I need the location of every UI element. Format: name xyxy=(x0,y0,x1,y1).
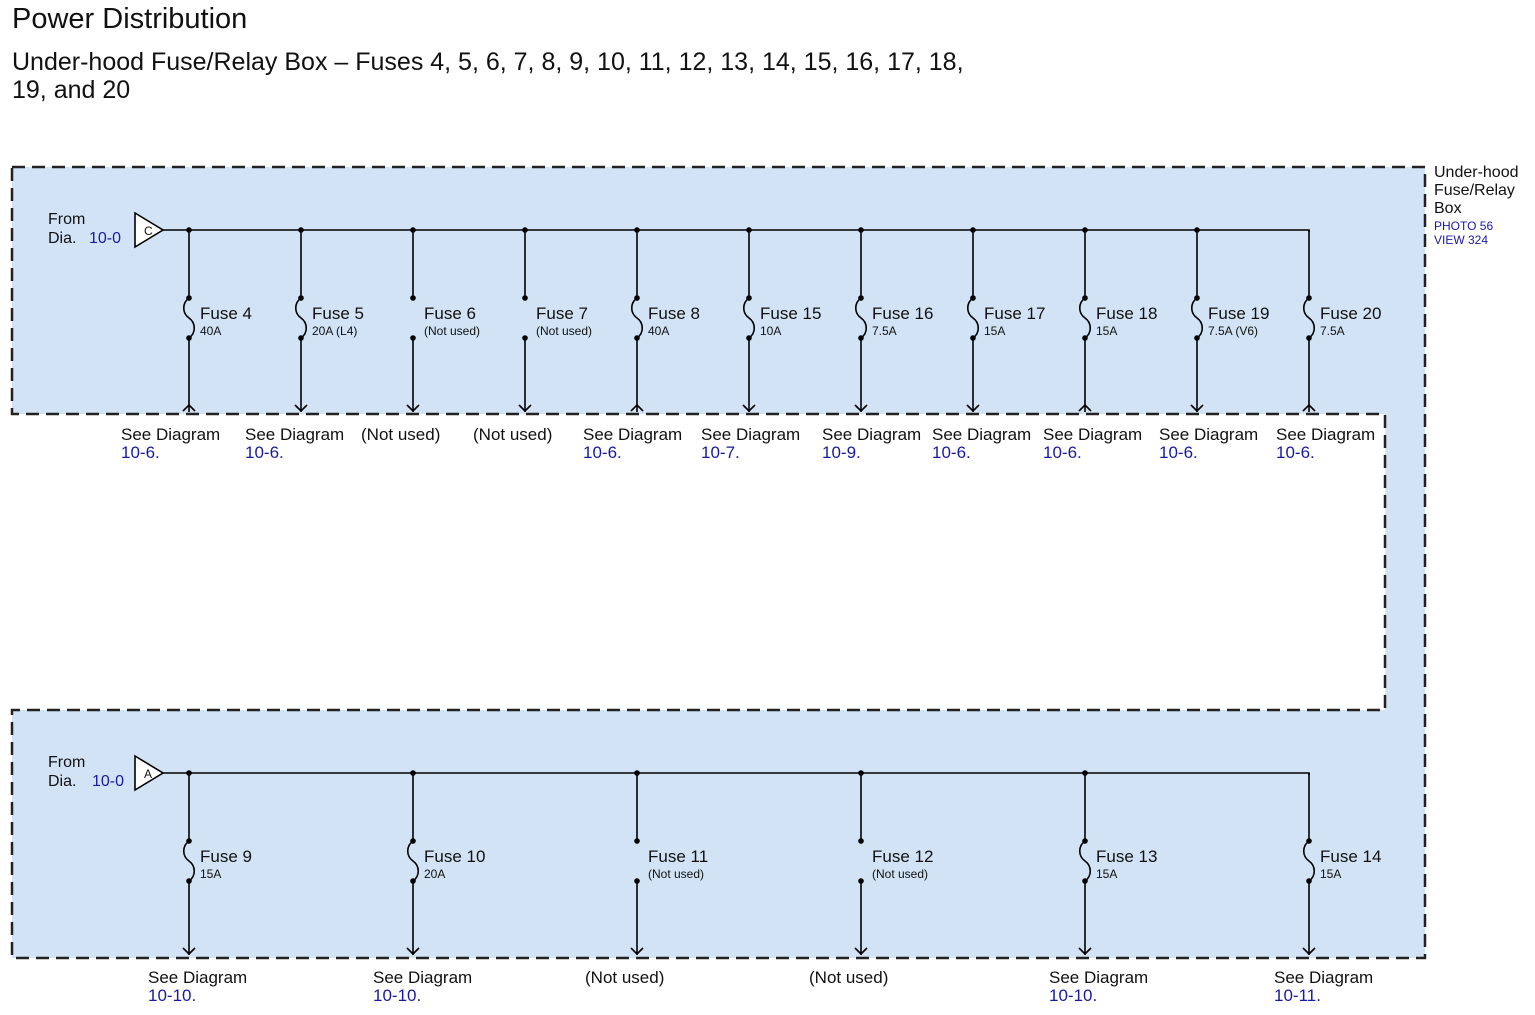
see-diagram-label: See Diagram xyxy=(1043,425,1143,444)
fuse-name: Fuse 16 xyxy=(872,304,934,323)
fuse-name: Fuse 10 xyxy=(424,847,486,866)
fuse-terminal xyxy=(410,295,416,301)
see-diagram-label: See Diagram xyxy=(1049,968,1149,987)
fuse-rating: (Not used) xyxy=(424,324,481,338)
fuse-rating: 10A xyxy=(760,324,782,338)
not-used-label: (Not used) xyxy=(809,968,889,987)
not-used-label: (Not used) xyxy=(473,425,553,444)
fuse-rating: 15A xyxy=(200,867,222,881)
diagram-link[interactable]: 10-6. xyxy=(932,443,971,462)
see-diagram-label: See Diagram xyxy=(1159,425,1259,444)
page-subtitle: Under-hood Fuse/Relay Box – Fuses 4, 5, 6, 7, 8, 9, 10, 11, 12, 13, 14, 15, 16, 17, 18, 19, and 20 xyxy=(12,48,964,104)
see-diagram-label: See Diagram xyxy=(1274,968,1374,987)
fuse-name: Fuse 15 xyxy=(760,304,822,323)
fuse-rating: 20A xyxy=(424,867,446,881)
fuse-rating: 7.5A xyxy=(1320,324,1345,338)
see-diagram-label: See Diagram xyxy=(148,968,248,987)
box-reference[interactable] xyxy=(1434,219,1493,247)
fuse-rating: (Not used) xyxy=(536,324,593,338)
fuse-rating: 20A (L4) xyxy=(312,324,358,338)
dia-label: Dia. xyxy=(48,773,77,790)
diagram-link[interactable]: 10-6. xyxy=(121,443,160,462)
see-diagram-label: See Diagram xyxy=(822,425,922,444)
fuse-name: Fuse 4 xyxy=(200,304,252,323)
photo-reference[interactable]: PHOTO 56 xyxy=(1434,219,1494,233)
fuse-relay-box-outline xyxy=(12,167,1425,958)
diagram-link[interactable]: 10-9. xyxy=(822,443,861,462)
diagram-link[interactable]: 10-6. xyxy=(1276,443,1315,462)
fuse-rating: 40A xyxy=(648,324,670,338)
fuse-relay-box-name: Under-hood Fuse/Relay Box xyxy=(1434,164,1519,217)
see-diagram-label: See Diagram xyxy=(373,968,473,987)
diagram-link[interactable]: 10-6. xyxy=(245,443,284,462)
diagram-link[interactable]: 10-10. xyxy=(1049,986,1098,1005)
fuse-rating: 15A xyxy=(1096,867,1118,881)
fuse-name: Fuse 6 xyxy=(424,304,476,323)
fuse-rating: 15A xyxy=(1096,324,1118,338)
fuse-name: Fuse 12 xyxy=(872,847,934,866)
see-diagram-label: See Diagram xyxy=(1276,425,1376,444)
see-diagram-label: See Diagram xyxy=(701,425,801,444)
diagram-link[interactable]: 10-7. xyxy=(701,443,740,462)
fuse-relay-box-label xyxy=(1434,164,1530,218)
fuse-rating: 7.5A (V6) xyxy=(1208,324,1259,338)
fuse-rating: (Not used) xyxy=(648,867,705,881)
fuse-terminal xyxy=(858,838,864,844)
dia-label: Dia. xyxy=(48,230,77,247)
view-reference[interactable]: VIEW 324 xyxy=(1434,233,1489,247)
diagram-link[interactable]: 10-6. xyxy=(583,443,622,462)
diagram-link[interactable]: 10-0 xyxy=(92,773,125,790)
diagram-link[interactable]: 10-6. xyxy=(1043,443,1082,462)
fuse-rating: 15A xyxy=(1320,867,1342,881)
fuse-name: Fuse 19 xyxy=(1208,304,1270,323)
see-diagram-label: See Diagram xyxy=(121,425,221,444)
diagram-link[interactable]: 10-10. xyxy=(373,986,422,1005)
fuse-rating: 7.5A xyxy=(872,324,897,338)
fuse-name: Fuse 13 xyxy=(1096,847,1158,866)
not-used-label: (Not used) xyxy=(361,425,441,444)
fuse-rating: 40A xyxy=(200,324,222,338)
fuse-name: Fuse 17 xyxy=(984,304,1046,323)
see-diagram-label: See Diagram xyxy=(583,425,683,444)
see-diagram-label: See Diagram xyxy=(245,425,345,444)
fuse-name: Fuse 11 xyxy=(648,847,709,866)
fuse-name: Fuse 8 xyxy=(648,304,700,323)
fuse-name: Fuse 9 xyxy=(200,847,252,866)
diagram-link[interactable]: 10-6. xyxy=(1159,443,1198,462)
page-title: Power Distribution xyxy=(12,3,248,35)
fuse-terminal xyxy=(634,838,640,844)
see-diagram-label: See Diagram xyxy=(932,425,1032,444)
fuse-rating: 15A xyxy=(984,324,1006,338)
fuse-name: Fuse 5 xyxy=(312,304,364,323)
not-used-label: (Not used) xyxy=(585,968,665,987)
fuse-terminal xyxy=(522,295,528,301)
fuse-name: Fuse 18 xyxy=(1096,304,1158,323)
fuse-name: Fuse 20 xyxy=(1320,304,1382,323)
from-label: From xyxy=(48,754,86,771)
connector-letter: C xyxy=(144,224,153,238)
fuse-rating: (Not used) xyxy=(872,867,929,881)
fuse-name: Fuse 14 xyxy=(1320,847,1382,866)
diagram-link[interactable]: 10-0 xyxy=(89,230,122,247)
from-label: From xyxy=(48,211,86,228)
fuse-name: Fuse 7 xyxy=(536,304,588,323)
connector-letter: A xyxy=(144,767,153,781)
diagram-link[interactable]: 10-11. xyxy=(1274,986,1321,1005)
diagram-link[interactable]: 10-10. xyxy=(148,986,197,1005)
